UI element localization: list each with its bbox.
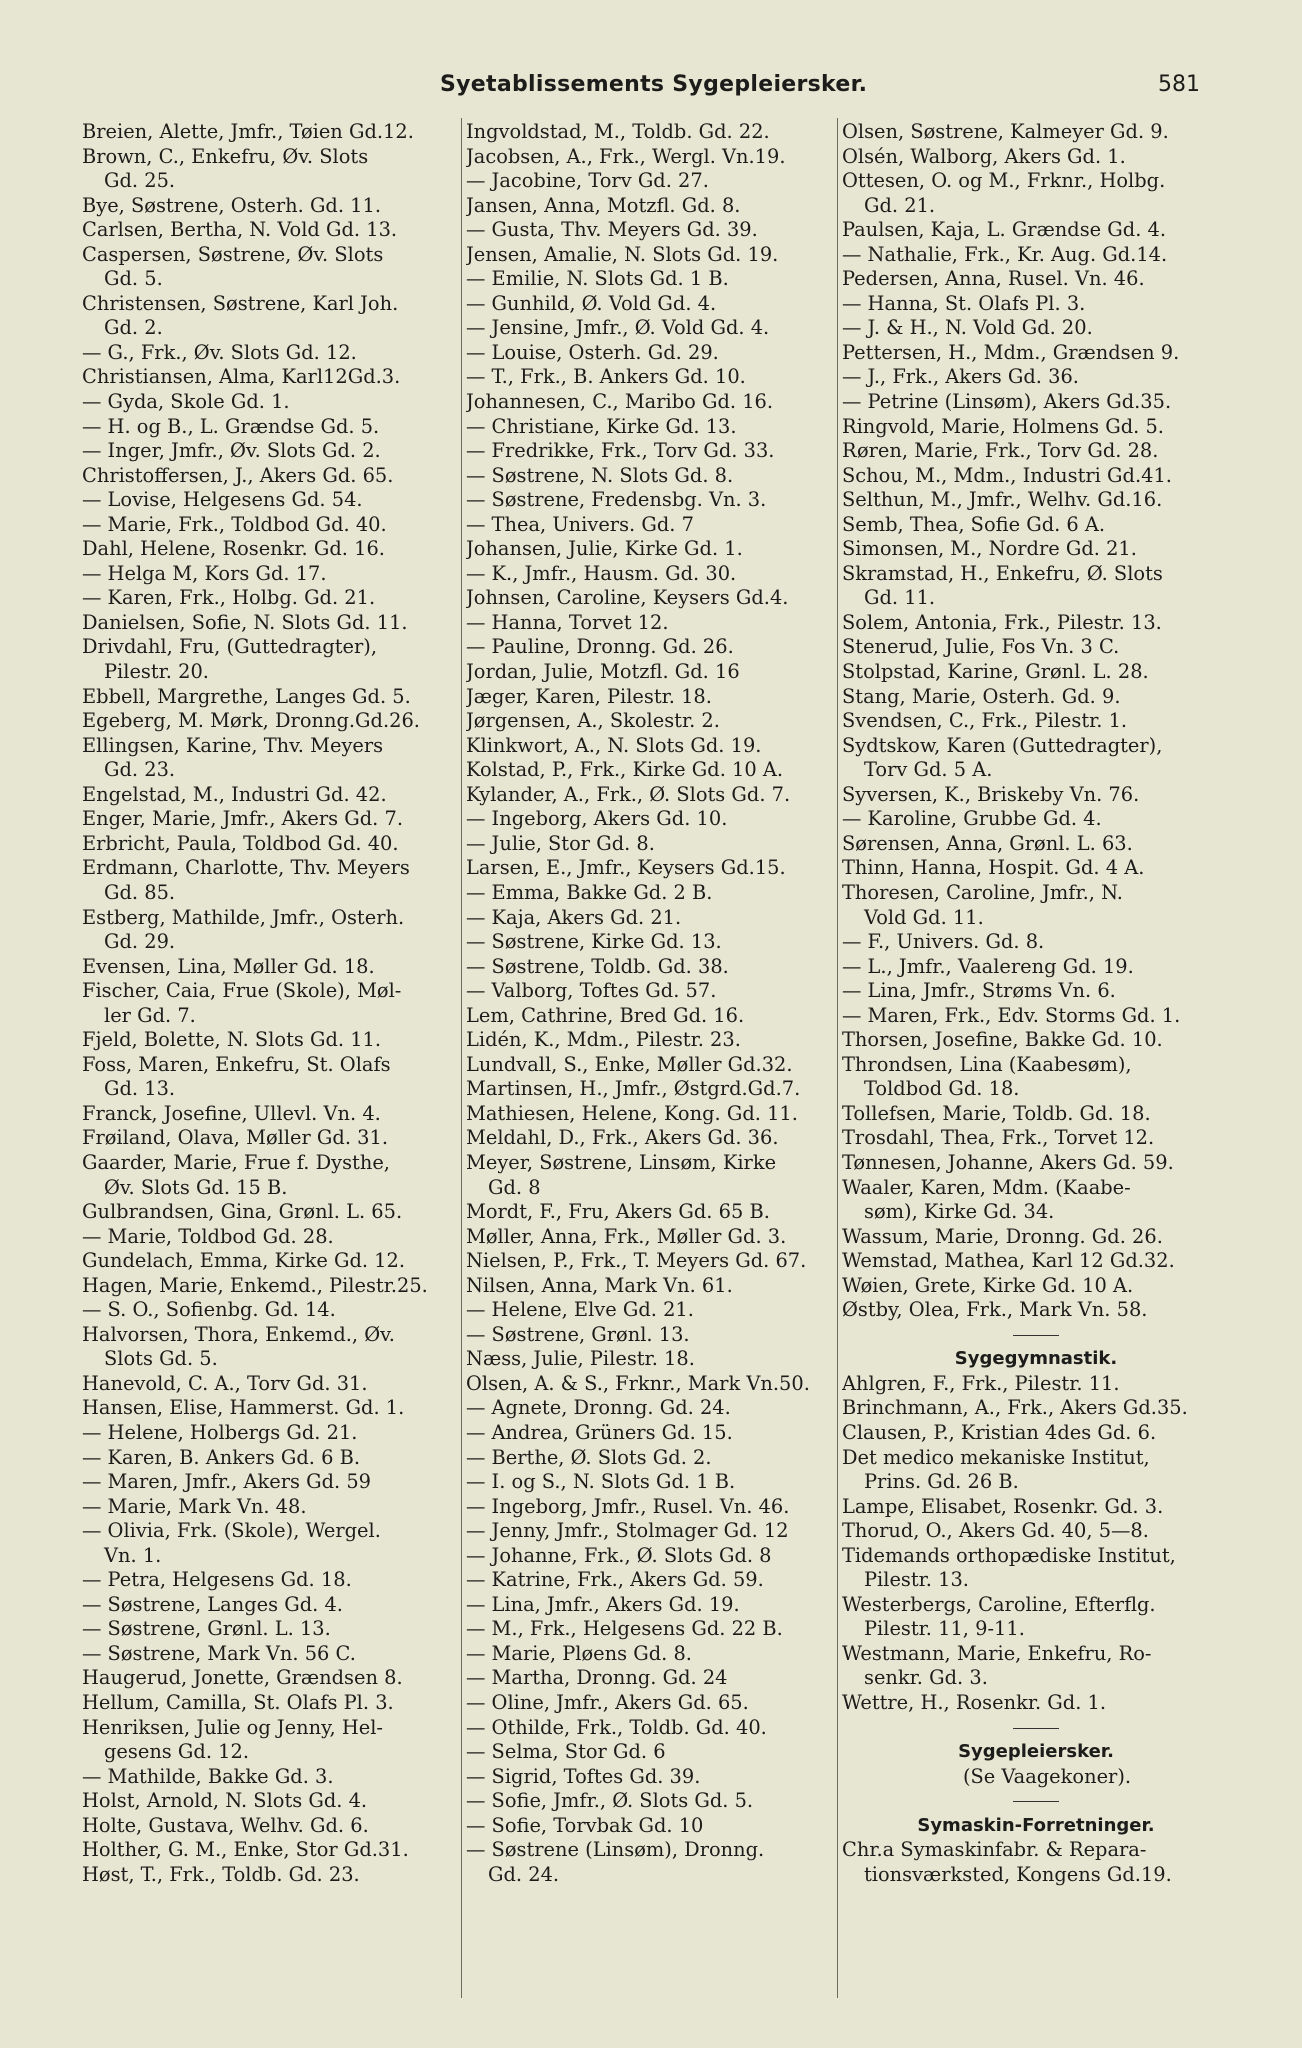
directory-entry: Egeberg, M. Mørk, Dronng.Gd.26. bbox=[82, 709, 420, 733]
directory-entry: — M., Frk., Helgesens Gd. 22 B. bbox=[466, 1617, 783, 1641]
directory-entry: Tidemands orthopædiske Institut, bbox=[842, 1543, 1176, 1567]
directory-entry: — Jensine, Jmfr., Ø. Vold Gd. 4. bbox=[466, 316, 770, 340]
directory-entry: Nilsen, Anna, Mark Vn. 61. bbox=[466, 1273, 733, 1297]
directory-entry: Throndsen, Lina (Kaabesøm), bbox=[842, 1052, 1132, 1076]
directory-entry: — I. og S., N. Slots Gd. 1 B. bbox=[466, 1470, 736, 1494]
entry-continuation: Vn. 1. bbox=[104, 1543, 162, 1567]
directory-entry: — Berthe, Ø. Slots Gd. 2. bbox=[466, 1445, 712, 1469]
directory-entry: — L., Jmfr., Vaalereng Gd. 19. bbox=[842, 954, 1134, 978]
directory-entry: — Marie, Frk., Toldbod Gd. 40. bbox=[82, 512, 387, 536]
directory-entry: Fjeld, Bolette, N. Slots Gd. 11. bbox=[82, 1028, 382, 1052]
directory-entry: — Petra, Helgesens Gd. 18. bbox=[82, 1568, 352, 1592]
directory-entry: Pedersen, Anna, Rusel. Vn. 46. bbox=[842, 267, 1145, 291]
section-separator bbox=[842, 1323, 1230, 1348]
page-number: 581 bbox=[1158, 72, 1200, 97]
directory-entry: — Maren, Frk., Edv. Storms Gd. 1. bbox=[842, 1003, 1181, 1027]
entry-continuation: Gd. 23. bbox=[104, 758, 176, 782]
directory-entry: Johnsen, Caroline, Keysers Gd.4. bbox=[466, 586, 789, 610]
directory-entry: — Karen, Frk., Holbg. Gd. 21. bbox=[82, 586, 376, 610]
entry-continuation: Prins. Gd. 26 B. bbox=[864, 1470, 1019, 1494]
directory-entry: Caspersen, Søstrene, Øv. Slots bbox=[82, 242, 384, 266]
directory-entry: Syversen, K., Briskeby Vn. 76. bbox=[842, 782, 1140, 806]
directory-entry: Svendsen, C., Frk., Pilestr. 1. bbox=[842, 709, 1128, 733]
directory-entry: — Jenny, Jmfr., Stolmager Gd. 12 bbox=[466, 1519, 789, 1543]
column-divider bbox=[461, 118, 462, 1998]
directory-entry: Pettersen, H., Mdm., Grændsen 9. bbox=[842, 340, 1180, 364]
directory-entry: Estberg, Mathilde, Jmfr., Osterh. bbox=[82, 905, 405, 929]
directory-entry: Holst, Arnold, N. Slots Gd. 4. bbox=[82, 1789, 368, 1813]
directory-entry: — Valborg, Toftes Gd. 57. bbox=[466, 979, 717, 1003]
directory-entry: Gulbrandsen, Gina, Grønl. L. 65. bbox=[82, 1200, 403, 1224]
entry-continuation: Pilestr. 13. bbox=[864, 1568, 969, 1592]
directory-entry: Thorud, O., Akers Gd. 40, 5—8. bbox=[842, 1519, 1149, 1543]
section-heading: Symaskin-Forretninger. bbox=[917, 1814, 1155, 1836]
directory-entry: Jørgensen, A., Skolestr. 2. bbox=[466, 709, 720, 733]
entry-continuation: Gd. 13. bbox=[104, 1077, 176, 1101]
directory-entry: Mathiesen, Helene, Kong. Gd. 11. bbox=[466, 1101, 798, 1125]
directory-entry: Lem, Cathrine, Bred Gd. 16. bbox=[466, 1003, 745, 1027]
entry-continuation: Gd. 11. bbox=[864, 586, 936, 610]
directory-entry: Meyer, Søstrene, Linsøm, Kirke bbox=[466, 1150, 777, 1174]
directory-entry: Nielsen, P., Frk., T. Meyers Gd. 67. bbox=[466, 1249, 807, 1273]
directory-entry: Erbricht, Paula, Toldbod Gd. 40. bbox=[82, 831, 399, 855]
entry-continuation: Gd. 85. bbox=[104, 880, 176, 904]
directory-entry: — Gyda, Skole Gd. 1. bbox=[82, 390, 290, 414]
directory-entry: Det medico mekaniske Institut, bbox=[842, 1445, 1150, 1469]
directory-entry: — Lovise, Helgesens Gd. 54. bbox=[82, 488, 363, 512]
directory-entry: Christiansen, Alma, Karl12Gd.3. bbox=[82, 365, 401, 389]
directory-entry: — Jacobine, Torv Gd. 27. bbox=[466, 169, 709, 193]
directory-entry: Sørensen, Anna, Grønl. L. 63. bbox=[842, 831, 1133, 855]
directory-entry: Danielsen, Sofie, N. Slots Gd. 11. bbox=[82, 610, 408, 634]
directory-entry: Brinchmann, A., Frk., Akers Gd.35. bbox=[842, 1396, 1188, 1420]
section-separator bbox=[842, 1716, 1230, 1741]
directory-entry: Franck, Josefine, Ullevl. Vn. 4. bbox=[82, 1101, 381, 1125]
entry-continuation: (Se Vaagekoner). bbox=[962, 1764, 1132, 1788]
directory-entry: Larsen, E., Jmfr., Keysers Gd.15. bbox=[466, 856, 786, 880]
directory-entry: Trosdahl, Thea, Frk., Torvet 12. bbox=[842, 1126, 1155, 1150]
directory-entry: Chr.a Symaskinfabr. & Repara- bbox=[842, 1838, 1147, 1862]
directory-entry: — Helene, Elve Gd. 21. bbox=[466, 1298, 694, 1322]
entry-continuation: søm), Kirke Gd. 34. bbox=[864, 1200, 1055, 1224]
directory-entry: — Fredrikke, Frk., Torv Gd. 33. bbox=[466, 439, 775, 463]
directory-entry: — Emma, Bakke Gd. 2 B. bbox=[466, 880, 713, 904]
entry-continuation: Gd. 25. bbox=[104, 169, 176, 193]
directory-entry: — Søstrene, Grønl. 13. bbox=[466, 1322, 690, 1346]
entry-continuation: Gd. 29. bbox=[104, 930, 176, 954]
directory-entry: — Lina, Jmfr., Strøms Vn. 6. bbox=[842, 979, 1116, 1003]
directory-entry: — G., Frk., Øv. Slots Gd. 12. bbox=[82, 340, 357, 364]
entry-continuation: Øv. Slots Gd. 15 B. bbox=[104, 1175, 288, 1199]
directory-entry: Holte, Gustava, Welhv. Gd. 6. bbox=[82, 1813, 369, 1837]
directory-entry: — Ingeborg, Akers Gd. 10. bbox=[466, 807, 728, 831]
column-left bbox=[82, 120, 460, 2000]
directory-entry: — Johanne, Frk., Ø. Slots Gd. 8 bbox=[466, 1543, 772, 1567]
page-header bbox=[0, 72, 1302, 106]
directory-entry: Lundvall, S., Enke, Møller Gd.32. bbox=[466, 1052, 793, 1076]
directory-entry: — Søstrene, Grønl. L. 13. bbox=[82, 1617, 331, 1641]
entry-continuation: Slots Gd. 5. bbox=[104, 1347, 218, 1371]
directory-entry: — Helene, Holbergs Gd. 21. bbox=[82, 1420, 358, 1444]
directory-entry: Thorsen, Josefine, Bakke Gd. 10. bbox=[842, 1028, 1163, 1052]
directory-entry: — Martha, Dronng. Gd. 24 bbox=[466, 1666, 728, 1690]
directory-entry: Fischer, Caia, Frue (Skole), Møl- bbox=[82, 979, 402, 1003]
directory-entry: Dahl, Helene, Rosenkr. Gd. 16. bbox=[82, 537, 385, 561]
directory-entry: Jacobsen, A., Frk., Wergl. Vn.19. bbox=[466, 144, 786, 168]
directory-entry: Jordan, Julie, Motzfl. Gd. 16 bbox=[466, 660, 740, 684]
entry-continuation: Pilestr. 11, 9-11. bbox=[864, 1617, 1025, 1641]
directory-entry: Paulsen, Kaja, L. Grændse Gd. 4. bbox=[842, 218, 1167, 242]
directory-entry: Ahlgren, F., Frk., Pilestr. 11. bbox=[842, 1371, 1120, 1395]
directory-entry: — Olivia, Frk. (Skole), Wergel. bbox=[82, 1519, 381, 1543]
directory-entry: — Søstrene, Toldb. Gd. 38. bbox=[466, 954, 729, 978]
section-heading: Sygegymnastik. bbox=[954, 1348, 1118, 1370]
directory-entry: Haugerud, Jonette, Grændsen 8. bbox=[82, 1666, 403, 1690]
directory-entry: — Søstrene, N. Slots Gd. 8. bbox=[466, 463, 734, 487]
directory-entry: — Nathalie, Frk., Kr. Aug. Gd.14. bbox=[842, 242, 1168, 266]
running-head: Syetablissements Sygepleiersker. bbox=[440, 72, 868, 97]
directory-entry: — H. og B., L. Grændse Gd. 5. bbox=[82, 414, 380, 438]
directory-entry: Wemstad, Mathea, Karl 12 Gd.32. bbox=[842, 1249, 1175, 1273]
section-heading: Sygepleiersker. bbox=[958, 1741, 1114, 1763]
directory-entry: Jensen, Amalie, N. Slots Gd. 19. bbox=[466, 242, 779, 266]
directory-entry: Wøien, Grete, Kirke Gd. 10 A. bbox=[842, 1273, 1134, 1297]
directory-entry: Mordt, F., Fru, Akers Gd. 65 B. bbox=[466, 1200, 770, 1224]
entry-continuation: Toldbod Gd. 18. bbox=[864, 1077, 1020, 1101]
directory-entry: Schou, M., Mdm., Industri Gd.41. bbox=[842, 463, 1172, 487]
entry-continuation: senkr. Gd. 3. bbox=[864, 1666, 988, 1690]
directory-entry: Erdmann, Charlotte, Thv. Meyers bbox=[82, 856, 410, 880]
entry-continuation: gesens Gd. 12. bbox=[104, 1740, 249, 1764]
directory-entry: Carlsen, Bertha, N. Vold Gd. 13. bbox=[82, 218, 398, 242]
directory-entry: — Sofie, Torvbak Gd. 10 bbox=[466, 1813, 704, 1837]
directory-entry: — S. O., Sofienbg. Gd. 14. bbox=[82, 1298, 336, 1322]
directory-entry: Drivdahl, Fru, (Guttedragter), bbox=[82, 635, 378, 659]
directory-entry: — Karoline, Grubbe Gd. 4. bbox=[842, 807, 1102, 831]
directory-entry: — Helga M, Kors Gd. 17. bbox=[82, 561, 327, 585]
directory-entry: Olsen, A. & S., Frknr., Mark Vn.50. bbox=[466, 1371, 810, 1395]
directory-entry: — Karen, B. Ankers Gd. 6 B. bbox=[82, 1445, 360, 1469]
directory-entry: Brown, C., Enkefru, Øv. Slots bbox=[82, 144, 369, 168]
directory-entry: Frøiland, Olava, Møller Gd. 31. bbox=[82, 1126, 388, 1150]
directory-entry: — Søstrene (Linsøm), Dronng. bbox=[466, 1838, 765, 1862]
directory-entry: — Hanna, St. Olafs Pl. 3. bbox=[842, 291, 1086, 315]
directory-entry: — Petrine (Linsøm), Akers Gd.35. bbox=[842, 390, 1172, 414]
directory-entry: — Kaja, Akers Gd. 21. bbox=[466, 905, 682, 929]
directory-entry: — Oline, Jmfr., Akers Gd. 65. bbox=[466, 1691, 749, 1714]
directory-entry: Christensen, Søstrene, Karl Joh. bbox=[82, 291, 399, 315]
directory-entry: — Emilie, N. Slots Gd. 1 B. bbox=[466, 267, 729, 291]
directory-entry: Evensen, Lina, Møller Gd. 18. bbox=[82, 954, 375, 978]
directory-entry: Johansen, Julie, Kirke Gd. 1. bbox=[466, 537, 743, 561]
directory-entry: Johannesen, C., Maribo Gd. 16. bbox=[466, 390, 774, 414]
directory-entry: Christoffersen, J., Akers Gd. 65. bbox=[82, 463, 394, 487]
directory-entry: Jæger, Karen, Pilestr. 18. bbox=[466, 684, 712, 708]
directory-entry: Clausen, P., Kristian 4des Gd. 6. bbox=[842, 1420, 1157, 1444]
directory-entry: — Gunhild, Ø. Vold Gd. 4. bbox=[466, 291, 717, 315]
entry-continuation: Gd. 24. bbox=[488, 1862, 560, 1886]
directory-entry: — J. & H., N. Vold Gd. 20. bbox=[842, 316, 1093, 340]
directory-entry: Ringvold, Marie, Holmens Gd. 5. bbox=[842, 414, 1164, 438]
directory-entry: — Ingeborg, Jmfr., Rusel. Vn. 46. bbox=[466, 1494, 790, 1518]
directory-entry: Østby, Olea, Frk., Mark Vn. 58. bbox=[842, 1298, 1148, 1322]
entry-continuation: ler Gd. 7. bbox=[104, 1003, 196, 1027]
directory-entry: Simonsen, M., Nordre Gd. 21. bbox=[842, 537, 1137, 561]
directory-entry: Ellingsen, Karine, Thv. Meyers bbox=[82, 733, 384, 757]
directory-entry: — Mathilde, Bakke Gd. 3. bbox=[82, 1764, 334, 1788]
directory-entry: Solem, Antonia, Frk., Pilestr. 13. bbox=[842, 610, 1162, 634]
directory-entry: Ingvoldstad, M., Toldb. Gd. 22. bbox=[466, 120, 770, 143]
directory-entry: Meldahl, D., Frk., Akers Gd. 36. bbox=[466, 1126, 779, 1150]
directory-entry: — Thea, Univers. Gd. 7 bbox=[466, 512, 694, 536]
directory-entry: — Selma, Stor Gd. 6 bbox=[466, 1740, 666, 1764]
directory-entry: Engelstad, M., Industri Gd. 42. bbox=[82, 782, 387, 806]
directory-entry: — Hanna, Torvet 12. bbox=[466, 610, 669, 634]
directory-entry: — Marie, Toldbod Gd. 28. bbox=[82, 1224, 334, 1248]
entry-continuation: Gd. 2. bbox=[104, 316, 163, 340]
directory-entry: — Gusta, Thv. Meyers Gd. 39. bbox=[466, 218, 758, 242]
directory-entry: Holther, G. M., Enke, Stor Gd.31. bbox=[82, 1838, 409, 1862]
directory-entry: Hellum, Camilla, St. Olafs Pl. 3. bbox=[82, 1691, 394, 1714]
directory-entry: — Søstrene, Fredensbg. Vn. 3. bbox=[466, 488, 767, 512]
directory-entry: Kolstad, P., Frk., Kirke Gd. 10 A. bbox=[466, 758, 784, 782]
column-right bbox=[842, 120, 1230, 2000]
directory-entry: Henriksen, Julie og Jenny, Hel- bbox=[82, 1715, 383, 1739]
directory-entry: — T., Frk., B. Ankers Gd. 10. bbox=[466, 365, 746, 389]
directory-entry: — Katrine, Frk., Akers Gd. 59. bbox=[466, 1568, 764, 1592]
entry-continuation: Torv Gd. 5 A. bbox=[864, 758, 993, 782]
directory-entry: Kylander, A., Frk., Ø. Slots Gd. 7. bbox=[466, 782, 791, 806]
directory-entry: Gaarder, Marie, Frue f. Dysthe, bbox=[82, 1150, 390, 1174]
directory-entry: — Andrea, Grüners Gd. 15. bbox=[466, 1420, 733, 1444]
directory-entry: Waaler, Karen, Mdm. (Kaabe- bbox=[842, 1175, 1131, 1199]
directory-entry: — Othilde, Frk., Toldb. Gd. 40. bbox=[466, 1715, 767, 1739]
directory-entry: Ottesen, O. og M., Frknr., Holbg. bbox=[842, 169, 1166, 193]
directory-entry: — Christiane, Kirke Gd. 13. bbox=[466, 414, 737, 438]
directory-entry: Hagen, Marie, Enkemd., Pilestr.25. bbox=[82, 1273, 428, 1297]
directory-entry: Westerbergs, Caroline, Efterflg. bbox=[842, 1592, 1156, 1616]
directory-entry: — Lina, Jmfr., Akers Gd. 19. bbox=[466, 1592, 740, 1616]
directory-entry: Olsen, Søstrene, Kalmeyer Gd. 9. bbox=[842, 120, 1169, 143]
directory-entry: Klinkwort, A., N. Slots Gd. 19. bbox=[466, 733, 762, 757]
directory-entry: Westmann, Marie, Enkefru, Ro- bbox=[842, 1641, 1152, 1665]
directory-entry: Skramstad, H., Enkefru, Ø. Slots bbox=[842, 561, 1163, 585]
directory-entry: Stenerud, Julie, Fos Vn. 3 C. bbox=[842, 635, 1120, 659]
directory-entry: Møller, Anna, Frk., Møller Gd. 3. bbox=[466, 1224, 787, 1248]
directory-entry: Thoresen, Caroline, Jmfr., N. bbox=[842, 880, 1123, 904]
directory-entry: Semb, Thea, Sofie Gd. 6 A. bbox=[842, 512, 1106, 536]
directory-entry: — Marie, Mark Vn. 48. bbox=[82, 1494, 307, 1518]
directory-entry: — Søstrene, Langes Gd. 4. bbox=[82, 1592, 343, 1616]
directory-entry: Gundelach, Emma, Kirke Gd. 12. bbox=[82, 1249, 406, 1273]
directory-entry: — J., Frk., Akers Gd. 36. bbox=[842, 365, 1079, 389]
directory-entry: Næss, Julie, Pilestr. 18. bbox=[466, 1347, 695, 1371]
directory-entry: Tollefsen, Marie, Toldb. Gd. 18. bbox=[842, 1101, 1151, 1125]
directory-entry: Breien, Alette, Jmfr., Tøien Gd.12. bbox=[82, 120, 414, 143]
entry-continuation: Gd. 8 bbox=[488, 1175, 541, 1199]
directory-entry: Wassum, Marie, Dronng. Gd. 26. bbox=[842, 1224, 1163, 1248]
directory-entry: Bye, Søstrene, Osterh. Gd. 11. bbox=[82, 193, 382, 217]
entry-continuation: tionsværksted, Kongens Gd.19. bbox=[864, 1862, 1172, 1886]
directory-entry: — Agnete, Dronng. Gd. 24. bbox=[466, 1396, 731, 1420]
directory-entry: Enger, Marie, Jmfr., Akers Gd. 7. bbox=[82, 807, 403, 831]
directory-entry: Lidén, K., Mdm., Pilestr. 23. bbox=[466, 1028, 741, 1052]
directory-entry: — Pauline, Dronng. Gd. 26. bbox=[466, 635, 734, 659]
directory-entry: Ebbell, Margrethe, Langes Gd. 5. bbox=[82, 684, 411, 708]
directory-entry: Olsén, Walborg, Akers Gd. 1. bbox=[842, 144, 1126, 168]
entry-continuation: Gd. 5. bbox=[104, 267, 163, 291]
directory-entry: Martinsen, H., Jmfr., Østgrd.Gd.7. bbox=[466, 1077, 801, 1101]
directory-entry: — Søstrene, Kirke Gd. 13. bbox=[466, 930, 722, 954]
directory-entry: Stang, Marie, Osterh. Gd. 9. bbox=[842, 684, 1121, 708]
entry-continuation: Vold Gd. 11. bbox=[864, 905, 984, 929]
directory-entry: Hanevold, C. A., Torv Gd. 31. bbox=[82, 1371, 368, 1395]
entry-continuation: Pilestr. 20. bbox=[104, 660, 209, 684]
directory-entry: — Sofie, Jmfr., Ø. Slots Gd. 5. bbox=[466, 1789, 754, 1813]
directory-entry: Tønnesen, Johanne, Akers Gd. 59. bbox=[842, 1150, 1174, 1174]
directory-entry: Halvorsen, Thora, Enkemd., Øv. bbox=[82, 1322, 395, 1346]
directory-entry: Wettre, H., Rosenkr. Gd. 1. bbox=[842, 1691, 1107, 1714]
directory-entry: Selthun, M., Jmfr., Welhv. Gd.16. bbox=[842, 488, 1163, 512]
directory-entry: — Søstrene, Mark Vn. 56 C. bbox=[82, 1641, 356, 1665]
directory-entry: Jansen, Anna, Motzfl. Gd. 8. bbox=[466, 193, 741, 217]
directory-entry: — Marie, Pløens Gd. 8. bbox=[466, 1641, 692, 1665]
directory-entry: — Julie, Stor Gd. 8. bbox=[466, 831, 655, 855]
directory-entry: — Inger, Jmfr., Øv. Slots Gd. 2. bbox=[82, 439, 381, 463]
directory-entry: Høst, T., Frk., Toldb. Gd. 23. bbox=[82, 1862, 360, 1886]
directory-entry: Røren, Marie, Frk., Torv Gd. 28. bbox=[842, 439, 1159, 463]
directory-entry: Hansen, Elise, Hammerst. Gd. 1. bbox=[82, 1396, 405, 1420]
directory-entry: Lampe, Elisabet, Rosenkr. Gd. 3. bbox=[842, 1494, 1164, 1518]
directory-entry: — Maren, Jmfr., Akers Gd. 59 bbox=[82, 1470, 372, 1494]
column-divider bbox=[837, 118, 838, 1998]
directory-entry: — Louise, Osterh. Gd. 29. bbox=[466, 340, 719, 364]
directory-entry: — Sigrid, Toftes Gd. 39. bbox=[466, 1764, 701, 1788]
directory-entry: Thinn, Hanna, Hospit. Gd. 4 A. bbox=[842, 856, 1145, 880]
directory-entry: — F., Univers. Gd. 8. bbox=[842, 930, 1045, 954]
directory-entry: Foss, Maren, Enkefru, St. Olafs bbox=[82, 1052, 391, 1076]
entry-continuation: Gd. 21. bbox=[864, 193, 936, 217]
column-middle bbox=[466, 120, 836, 2000]
directory-entry: Stolpstad, Karine, Grønl. L. 28. bbox=[842, 660, 1149, 684]
section-separator bbox=[842, 1789, 1230, 1814]
directory-entry: Sydtskow, Karen (Guttedragter), bbox=[842, 733, 1163, 757]
directory-entry: — K., Jmfr., Hausm. Gd. 30. bbox=[466, 561, 737, 585]
